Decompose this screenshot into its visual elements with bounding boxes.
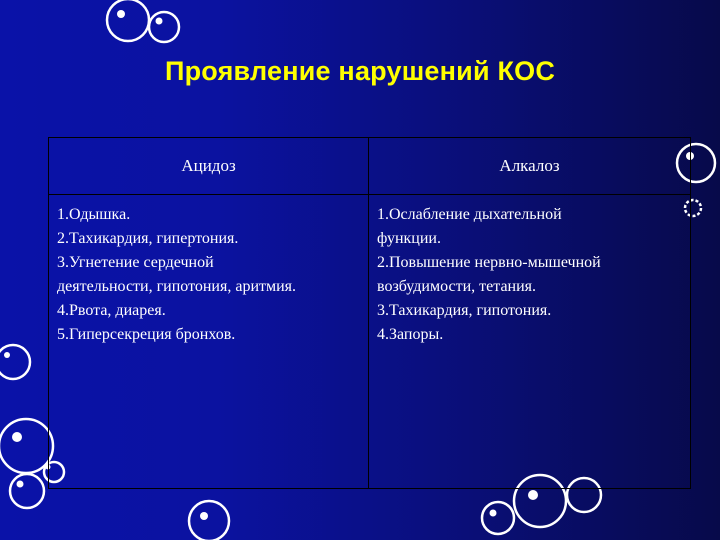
acidosis-item: 1.Одышка. — [57, 206, 131, 223]
alkalosis-item: 4.Запоры. — [377, 326, 444, 343]
acidosis-item: 2.Тахикардия, гипертония. — [57, 230, 239, 247]
bubble — [10, 474, 44, 508]
header-alkalosis: Алкалоз — [369, 138, 691, 195]
acidosis-item: 4.Рвота, диарея. — [57, 302, 166, 319]
alkalosis-item: возбудимости, тетания. — [377, 278, 537, 295]
bubble-dot — [528, 490, 538, 500]
bubble-dot — [12, 432, 22, 442]
acidosis-item: 5.Гиперсекреция бронхов. — [57, 326, 236, 343]
bubble-dot — [156, 18, 163, 25]
header-acidosis: Ацидоз — [49, 138, 369, 195]
alkalosis-cell — [369, 195, 691, 489]
bubble — [189, 501, 229, 540]
bubble — [149, 12, 179, 42]
bubble-dot — [490, 510, 497, 517]
table-header-row — [49, 138, 691, 195]
bubble — [107, 0, 149, 41]
acidosis-item: деятельности, гипотония, аритмия. — [57, 278, 297, 295]
bubble-dot — [117, 10, 125, 18]
acidosis-cell — [49, 195, 369, 489]
slide-title: Проявление нарушений КОС — [164, 56, 556, 86]
table-row — [49, 195, 691, 489]
alkalosis-item: 1.Ослабление дыхательной — [377, 206, 562, 223]
kos-comparison-table — [48, 137, 691, 489]
alkalosis-item: 3.Тахикардия, гипотония. — [377, 302, 552, 319]
bubble — [0, 419, 53, 473]
alkalosis-item: 2.Повышение нервно-мышечной — [377, 254, 601, 271]
bubble-dot — [17, 481, 24, 488]
alkalosis-item: функции. — [377, 230, 441, 247]
bubble — [482, 502, 514, 534]
bubble-dot — [200, 512, 208, 520]
acidosis-item: 3.Угнетение сердечной — [57, 254, 214, 271]
bubble-dot — [4, 352, 10, 358]
bubble — [0, 345, 30, 379]
